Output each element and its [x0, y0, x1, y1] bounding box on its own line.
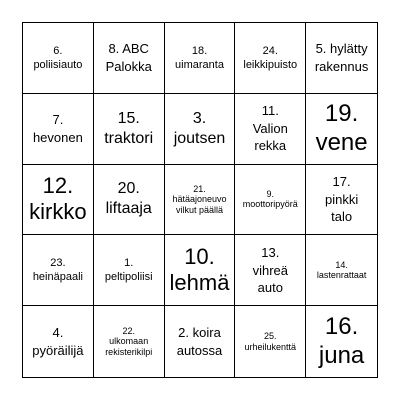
bingo-cell-label: 5. hylätty rakennus [314, 41, 369, 74]
bingo-cell-label: 4. pyöräilijä [32, 325, 84, 358]
bingo-cell[interactable] [306, 23, 377, 94]
bingo-cell[interactable] [306, 306, 377, 377]
bingo-cell[interactable] [94, 306, 165, 377]
bingo-cell-label: 21. hätäajoneuvo vilkut päällä [172, 183, 227, 215]
bingo-cell[interactable] [165, 94, 236, 165]
bingo-cell[interactable] [23, 235, 94, 306]
bingo-cell-label: 1. peltipoliisi [104, 256, 153, 284]
bingo-cell-label: 2. koira autossa [176, 325, 223, 358]
bingo-cell[interactable] [94, 165, 165, 236]
bingo-cell[interactable] [235, 165, 306, 236]
bingo-cell[interactable] [306, 165, 377, 236]
bingo-cell[interactable] [94, 23, 165, 94]
bingo-cell-label: 20. liftaaja [105, 180, 152, 218]
bingo-cell-label: 8. ABC Palokka [105, 41, 152, 74]
bingo-cell[interactable] [23, 306, 94, 377]
bingo-cell[interactable] [235, 23, 306, 94]
bingo-cell-label: 3. joutsen [173, 109, 226, 147]
bingo-cell-label: 13. vihreä auto [252, 244, 288, 296]
bingo-cell-label: 10. lehmä [169, 243, 230, 296]
bingo-cell-label: 25. urheilukenttä [244, 331, 297, 352]
bingo-cell[interactable] [165, 306, 236, 377]
bingo-cell-label: 11. Valion rekka [252, 103, 288, 154]
bingo-cell[interactable] [23, 94, 94, 165]
bingo-cell-label: 14. lastenrattaat [316, 259, 367, 281]
bingo-cell-label: 22. ulkomaan rekisterikilpi [105, 326, 153, 357]
bingo-cell-label: 23. heinäpaali [32, 256, 83, 284]
bingo-cell[interactable] [23, 23, 94, 94]
bingo-cell-label: 7. hevonen [32, 112, 83, 145]
bingo-cell[interactable] [94, 235, 165, 306]
bingo-cell-label: 9. moottoripyörä [242, 189, 298, 210]
bingo-cell-label: 6. poliisiauto [33, 44, 83, 71]
bingo-cell[interactable] [23, 165, 94, 236]
bingo-cell[interactable] [235, 306, 306, 377]
bingo-cell-label: 15. traktori [104, 109, 154, 147]
bingo-cell[interactable] [235, 94, 306, 165]
bingo-board [22, 22, 378, 378]
bingo-cell[interactable] [94, 94, 165, 165]
bingo-cell[interactable] [165, 235, 236, 306]
bingo-cell[interactable] [306, 235, 377, 306]
bingo-cell-label: 16. juna [318, 312, 365, 369]
bingo-cell-label: 12. kirkko [29, 173, 87, 225]
bingo-cell-label: 24. leikkipuisto [243, 44, 298, 71]
bingo-cell-label: 17. pinkki talo [324, 174, 359, 225]
bingo-cell-label: 18. uimaranta [175, 44, 224, 71]
bingo-cell-label: 19. vene [315, 99, 368, 156]
bingo-cell[interactable] [235, 235, 306, 306]
bingo-cell[interactable] [165, 23, 236, 94]
bingo-cell[interactable] [306, 94, 377, 165]
bingo-cell[interactable] [165, 165, 236, 236]
